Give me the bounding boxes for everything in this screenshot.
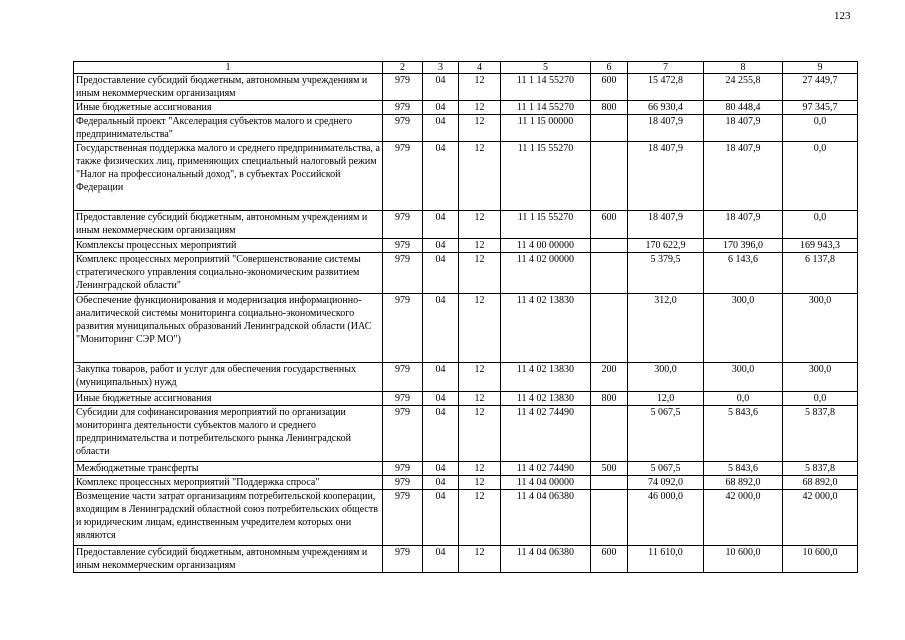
table-cell: 979 [383, 392, 423, 406]
table-cell: 6 143,6 [704, 253, 783, 294]
table-cell: 10 600,0 [783, 546, 858, 573]
table-cell: 0,0 [783, 115, 858, 142]
table-cell: 04 [423, 115, 459, 142]
table-cell: 04 [423, 490, 459, 546]
table-cell: 12 [459, 406, 501, 462]
table-cell: 04 [423, 211, 459, 239]
table-cell: 11 610,0 [628, 546, 704, 573]
table-cell: 500 [591, 462, 628, 476]
table-cell: 312,0 [628, 294, 704, 363]
table-cell: Федеральный проект "Акселерация субъектов малого и среднего предпринимательства" [74, 115, 383, 142]
table-cell: 11 4 02 74490 [501, 462, 591, 476]
table-cell: 979 [383, 253, 423, 294]
table-cell [591, 253, 628, 294]
table-cell: 11 1 I5 00000 [501, 115, 591, 142]
page-number: 123 [834, 10, 851, 22]
table-cell: 300,0 [783, 363, 858, 392]
table-cell: 170 622,9 [628, 239, 704, 253]
table-body [74, 62, 858, 573]
column-header: 9 [783, 62, 858, 74]
table-cell: 68 892,0 [783, 476, 858, 490]
budget-table [73, 61, 858, 573]
table-cell: 11 1 14 55270 [501, 74, 591, 101]
table-cell: 04 [423, 363, 459, 392]
table-row [74, 476, 858, 490]
table-cell: 12 [459, 294, 501, 363]
table-cell: 42 000,0 [783, 490, 858, 546]
table-cell: 6 137,8 [783, 253, 858, 294]
column-header: 6 [591, 62, 628, 74]
table-cell: 04 [423, 476, 459, 490]
table-cell: Иные бюджетные ассигнования [74, 392, 383, 406]
table-row [74, 115, 858, 142]
table-cell: Предоставление субсидий бюджетным, автономным учреждениям и иным некоммерческим организациям [74, 211, 383, 239]
table-cell: 04 [423, 239, 459, 253]
table-cell: 600 [591, 74, 628, 101]
table-row [74, 142, 858, 211]
table-cell: Обеспечение функционирования и модернизация информационно-аналитической системы мониторинга социально-экономического развития муниципальных образований Ленинградской области (ИАС "Мониторинг СЭР МО") [74, 294, 383, 363]
table-row [74, 406, 858, 462]
table-cell: 600 [591, 211, 628, 239]
table-cell [591, 490, 628, 546]
table-cell: 11 4 02 74490 [501, 406, 591, 462]
table-row [74, 294, 858, 363]
table-cell: 5 067,5 [628, 406, 704, 462]
table-cell: 18 407,9 [628, 211, 704, 239]
table-cell: 11 1 I5 55270 [501, 211, 591, 239]
table-cell: 18 407,9 [704, 142, 783, 211]
table-cell: 979 [383, 406, 423, 462]
table-cell: 5 837,8 [783, 462, 858, 476]
table-cell: 12 [459, 363, 501, 392]
table-cell: 11 1 I5 55270 [501, 142, 591, 211]
table-cell: 11 1 14 55270 [501, 101, 591, 115]
table-cell: 11 4 02 13830 [501, 294, 591, 363]
table-row [74, 239, 858, 253]
table-cell [591, 476, 628, 490]
table-cell: 12 [459, 392, 501, 406]
table-cell: 600 [591, 546, 628, 573]
table-cell: 0,0 [704, 392, 783, 406]
table-cell: 10 600,0 [704, 546, 783, 573]
table-row [74, 490, 858, 546]
table-cell: 12 [459, 490, 501, 546]
table-cell: Субсидии для софинансирования мероприятий по организации мониторинга деятельности субъектов малого и среднего предпринимательства и потребительского рынка Ленинградской области [74, 406, 383, 462]
table-row [74, 392, 858, 406]
table-cell: 74 092,0 [628, 476, 704, 490]
table-cell: 300,0 [704, 363, 783, 392]
table-cell: Комплексы процессных мероприятий [74, 239, 383, 253]
table-cell: 979 [383, 462, 423, 476]
table-cell: 18 407,9 [704, 115, 783, 142]
table-row [74, 363, 858, 392]
table-cell: 12 [459, 101, 501, 115]
table-cell: 300,0 [704, 294, 783, 363]
table-row [74, 211, 858, 239]
table-row [74, 462, 858, 476]
table-cell: 04 [423, 406, 459, 462]
table-cell: 18 407,9 [704, 211, 783, 239]
table-row [74, 546, 858, 573]
table-row [74, 74, 858, 101]
table-cell: Межбюджетные трансферты [74, 462, 383, 476]
table-cell: 800 [591, 392, 628, 406]
table-cell: 11 4 00 00000 [501, 239, 591, 253]
table-cell: 04 [423, 462, 459, 476]
table-cell: 12 [459, 115, 501, 142]
table-cell: 04 [423, 546, 459, 573]
table-cell: 979 [383, 546, 423, 573]
table-cell: Иные бюджетные ассигнования [74, 101, 383, 115]
column-header: 3 [423, 62, 459, 74]
table-cell: 5 379,5 [628, 253, 704, 294]
table-cell: Возмещение части затрат организациям потребительской кооперации, входящим в Ленинградский областной союз потребительских обществ и юридическим лицам, единственным учредителем которых они являются [74, 490, 383, 546]
table-cell: 0,0 [783, 392, 858, 406]
table-cell: 979 [383, 239, 423, 253]
table-cell: 04 [423, 392, 459, 406]
table-cell [591, 406, 628, 462]
table-cell: 11 4 04 06380 [501, 490, 591, 546]
table-cell: 979 [383, 490, 423, 546]
table-cell: 12 [459, 476, 501, 490]
table-cell: 0,0 [783, 142, 858, 211]
table-cell: 200 [591, 363, 628, 392]
table-cell: 979 [383, 211, 423, 239]
table-cell: 5 837,8 [783, 406, 858, 462]
table-cell: 12 [459, 462, 501, 476]
table-cell: 169 943,3 [783, 239, 858, 253]
table-cell: 11 4 04 06380 [501, 546, 591, 573]
table-cell: 5 843,6 [704, 406, 783, 462]
table-cell: Комплекс процессных мероприятий "Поддержка спроса" [74, 476, 383, 490]
table-cell: 12 [459, 239, 501, 253]
column-header: 1 [74, 62, 383, 74]
table-cell: 27 449,7 [783, 74, 858, 101]
table-cell: Предоставление субсидий бюджетным, автономным учреждениям и иным некоммерческим организациям [74, 546, 383, 573]
table-cell [591, 115, 628, 142]
table-cell: 12 [459, 211, 501, 239]
column-header: 5 [501, 62, 591, 74]
table-cell: Предоставление субсидий бюджетным, автономным учреждениям и иным некоммерческим организациям [74, 74, 383, 101]
table-cell: 11 4 02 00000 [501, 253, 591, 294]
table-cell: 11 4 02 13830 [501, 392, 591, 406]
table-cell: 170 396,0 [704, 239, 783, 253]
table-cell: 80 448,4 [704, 101, 783, 115]
table-cell: 04 [423, 101, 459, 115]
table-cell: Государственная поддержка малого и среднего предпринимательства, а также физических лиц, применяющих специальный налоговый режим "Налог на профессиональный доход", в субъектах Российской Федерации [74, 142, 383, 211]
column-header: 7 [628, 62, 704, 74]
table-cell: 979 [383, 476, 423, 490]
table-cell: 11 4 02 13830 [501, 363, 591, 392]
table-cell: 11 4 04 00000 [501, 476, 591, 490]
table-cell: 42 000,0 [704, 490, 783, 546]
table-cell: 0,0 [783, 211, 858, 239]
table-cell: 66 930,4 [628, 101, 704, 115]
table-cell: 18 407,9 [628, 142, 704, 211]
table-cell [591, 142, 628, 211]
table-cell: 300,0 [783, 294, 858, 363]
table-row [74, 253, 858, 294]
header-row [74, 62, 858, 74]
column-header: 4 [459, 62, 501, 74]
table-cell: 979 [383, 294, 423, 363]
table-cell: 979 [383, 115, 423, 142]
table-cell: 04 [423, 142, 459, 211]
table-cell: 12 [459, 546, 501, 573]
table-cell: Закупка товаров, работ и услуг для обеспечения государственных (муниципальных) нужд [74, 363, 383, 392]
table-cell: 04 [423, 253, 459, 294]
table-cell: 15 472,8 [628, 74, 704, 101]
table-cell: 979 [383, 74, 423, 101]
table-cell: 5 067,5 [628, 462, 704, 476]
table-cell: 300,0 [628, 363, 704, 392]
table-row [74, 101, 858, 115]
table-cell: 979 [383, 363, 423, 392]
table-cell: 12 [459, 74, 501, 101]
table-cell: 979 [383, 142, 423, 211]
table-cell: 68 892,0 [704, 476, 783, 490]
table-cell: 24 255,8 [704, 74, 783, 101]
table-cell: 97 345,7 [783, 101, 858, 115]
table-cell: 979 [383, 101, 423, 115]
table-cell: 18 407,9 [628, 115, 704, 142]
table-cell: 800 [591, 101, 628, 115]
table-cell: 12,0 [628, 392, 704, 406]
table-cell: Комплекс процессных мероприятий "Совершенствование системы стратегического управления социально-экономическим развитием Ленинградской области" [74, 253, 383, 294]
column-header: 8 [704, 62, 783, 74]
table-cell: 46 000,0 [628, 490, 704, 546]
column-header: 2 [383, 62, 423, 74]
table-cell [591, 294, 628, 363]
table-cell: 12 [459, 142, 501, 211]
table-cell: 12 [459, 253, 501, 294]
table-cell: 04 [423, 74, 459, 101]
table-cell: 04 [423, 294, 459, 363]
table-cell: 5 843,6 [704, 462, 783, 476]
table-cell [591, 239, 628, 253]
